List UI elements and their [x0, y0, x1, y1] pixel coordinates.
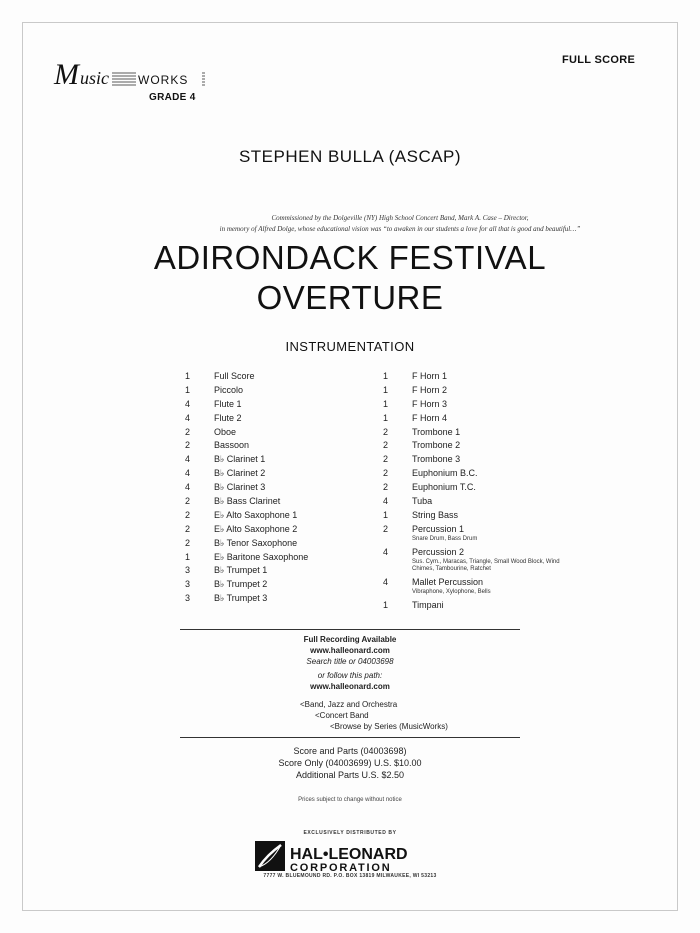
instrument-quantity: 3 — [185, 579, 191, 590]
path-step-1: <Band, Jazz and Orchestra — [300, 700, 398, 709]
instrument-subnote: Sus. Cym., Maracas, Triangle, Small Wood Block, Wind Chimes, Tambourine, Ratchet — [412, 558, 560, 572]
instrument-row — [185, 398, 308, 412]
instrument-name: Trombone 2 — [412, 440, 461, 451]
recording-heading: Full Recording Available — [303, 635, 397, 644]
instrument-name: F Horn 1 — [412, 371, 448, 381]
instrument-row — [185, 523, 308, 537]
distributor-name: HAL•LEONARD — [290, 846, 408, 863]
instrument-row — [185, 412, 308, 426]
instrument-name-block — [214, 412, 242, 426]
instrument-row — [383, 370, 582, 384]
instrument-name-block — [214, 370, 255, 384]
instrument-name: Bassoon — [214, 440, 250, 451]
instrument-quantity: 3 — [185, 593, 191, 604]
instrument-name-block — [412, 481, 476, 495]
instrument-quantity: 4 — [185, 412, 191, 423]
instrument-quantity: 4 — [383, 546, 389, 557]
instrument-name: E♭ Alto Saxophone 2 — [214, 523, 298, 534]
instrument-name-block — [412, 384, 447, 398]
instrument-name: B♭ Trumpet 1 — [214, 565, 268, 576]
instrument-name-block — [412, 426, 460, 440]
instrument-name-block — [412, 509, 458, 523]
instrument-name: String Bass — [412, 509, 459, 520]
instrument-name: B♭ Clarinet 2 — [214, 468, 266, 479]
instrument-quantity: 4 — [383, 576, 389, 587]
instrument-name: Flute 1 — [214, 398, 242, 409]
instrument-name: Tuba — [412, 496, 433, 507]
instrument-name: Full Score — [214, 371, 255, 381]
instrument-name: Oboe — [214, 426, 237, 437]
distributor-address: 7777 W. BLUEMOUND RD. P.O. BOX 13819 MILWAUKEE, WI 53213 — [263, 873, 437, 879]
instrument-name-block — [412, 467, 478, 481]
pricing-info — [0, 745, 700, 781]
instrument-name-block — [412, 576, 582, 596]
instrument-quantity: 1 — [185, 371, 191, 381]
distributor-corporation: CORPORATION — [290, 862, 392, 874]
instrument-name-block — [412, 546, 582, 573]
instrument-row — [383, 599, 582, 613]
instrument-name-block — [412, 599, 444, 613]
instrument-name-block — [214, 439, 249, 453]
path-step-2: <Concert Band — [315, 711, 369, 720]
instrument-row — [185, 551, 308, 565]
instrument-row — [383, 398, 582, 412]
instrument-row — [185, 453, 308, 467]
pricing-line-3: Additional Parts U.S. $2.50 — [295, 770, 405, 780]
instrument-row — [185, 467, 308, 481]
instrument-quantity: 2 — [185, 537, 191, 548]
instrument-name-block — [214, 551, 308, 565]
instrument-quantity: 2 — [383, 468, 389, 479]
grade-label: GRADE 4 — [149, 92, 196, 103]
instrument-quantity: 2 — [383, 482, 389, 493]
instrument-row — [383, 481, 582, 495]
instrument-name-block — [214, 467, 265, 481]
instrument-row — [185, 537, 308, 551]
instrument-row — [185, 495, 308, 509]
recording-search-text: Search title or 04003698 — [306, 657, 394, 666]
logo-caps-text: WORKS — [138, 73, 189, 87]
instrument-name: B♭ Trumpet 2 — [214, 579, 268, 590]
instrument-row — [383, 495, 582, 509]
instrument-name: Euphonium B.C. — [412, 468, 478, 479]
pricing-line-2: Score Only (04003699) U.S. $10.00 — [278, 758, 422, 768]
instrument-row — [383, 453, 582, 467]
instrument-name-block — [412, 398, 447, 412]
score-title — [0, 238, 700, 318]
instrument-name: Percussion 1 — [412, 523, 465, 534]
composer-name: STEPHEN BULLA (ASCAP) — [238, 147, 462, 166]
logo-script-text: usic — [80, 68, 109, 88]
instrument-name: Trombone 1 — [412, 426, 461, 437]
instrument-name-block — [214, 495, 280, 509]
instrument-quantity: 1 — [383, 509, 389, 520]
instrument-name-block — [214, 578, 267, 592]
path-step-3: <Browse by Series (MusicWorks) — [330, 722, 448, 731]
instrument-row — [383, 384, 582, 398]
instrument-name: E♭ Alto Saxophone 1 — [214, 509, 298, 520]
recording-info — [0, 634, 700, 692]
instrument-row — [185, 509, 308, 523]
instrument-name-block — [214, 592, 267, 606]
title-line-2: OVERTURE — [256, 279, 444, 316]
commission-line-2: in memory of Alfred Dolge, whose educational vision was “to awaken in our students a love for all that is good and beautiful…” — [219, 225, 581, 233]
instrument-name: F Horn 2 — [412, 384, 448, 395]
instrument-quantity: 4 — [383, 496, 389, 507]
instrument-quantity: 2 — [383, 523, 389, 534]
instrument-name-block — [214, 453, 265, 467]
instrument-row — [185, 384, 308, 398]
instrument-row — [383, 467, 582, 481]
instrument-row — [185, 439, 308, 453]
instrument-row — [185, 578, 308, 592]
instrumentation-right-column — [383, 370, 582, 613]
instrument-name-block — [214, 564, 267, 578]
instrument-quantity: 4 — [185, 482, 191, 493]
instrument-quantity: 2 — [383, 454, 389, 465]
instrument-name-block — [412, 453, 460, 467]
instrumentation-heading: INSTRUMENTATION — [285, 339, 415, 354]
instrumentation-left-column — [185, 370, 308, 606]
instrument-quantity: 2 — [383, 426, 389, 437]
instrument-row — [185, 564, 308, 578]
distributor-label: EXCLUSIVELY DISTRIBUTED BY — [303, 830, 397, 836]
instrument-quantity: 1 — [383, 412, 389, 423]
instrument-quantity: 2 — [185, 426, 191, 437]
instrument-name: B♭ Clarinet 1 — [214, 454, 266, 465]
instrument-name-block — [412, 439, 460, 453]
instrument-name-block — [214, 384, 243, 398]
top-divider — [180, 629, 520, 630]
instrument-quantity: 4 — [185, 398, 191, 409]
instrument-row — [383, 546, 582, 573]
instrument-name: Flute 2 — [214, 412, 242, 423]
instrument-quantity: 1 — [383, 398, 389, 409]
instrument-subnote: Vibraphone, Xylophone, Bells — [412, 588, 491, 595]
instrument-name: E♭ Baritone Saxophone — [214, 551, 309, 562]
instrument-name-block — [214, 481, 265, 495]
instrument-row — [185, 426, 308, 440]
price-notice: Prices subject to change without notice — [298, 797, 402, 803]
instrument-name-block — [214, 426, 236, 440]
instrument-row — [383, 426, 582, 440]
instrument-name: Timpani — [412, 599, 444, 610]
instrument-row — [185, 481, 308, 495]
instrument-name-block — [214, 509, 297, 523]
instrument-row — [383, 439, 582, 453]
hal-leonard-logo — [253, 837, 453, 877]
recording-site-link-2[interactable]: www.halleonard.com — [310, 682, 390, 691]
instrument-name-block — [214, 537, 297, 551]
instrument-name-block — [412, 370, 447, 384]
instrument-quantity: 1 — [383, 371, 389, 381]
instrument-name-block — [214, 523, 297, 537]
instrument-quantity: 2 — [185, 440, 191, 451]
instrument-quantity: 1 — [383, 384, 389, 395]
instrument-quantity: 4 — [185, 454, 191, 465]
instrument-name-block — [412, 412, 447, 426]
title-line-1: ADIRONDACK FESTIVAL — [153, 239, 547, 276]
bottom-divider — [180, 737, 520, 738]
instrument-name: B♭ Bass Clarinet — [214, 496, 281, 507]
instrument-quantity: 3 — [185, 565, 191, 576]
commission-note — [200, 213, 600, 235]
instrument-name: F Horn 4 — [412, 412, 448, 423]
recording-follow-text: or follow this path: — [317, 671, 383, 680]
instrument-quantity: 2 — [185, 496, 191, 507]
instrument-name: Euphonium T.C. — [412, 482, 476, 493]
instrument-row — [383, 523, 582, 543]
instrument-quantity: 1 — [383, 599, 389, 610]
instrument-row — [185, 370, 308, 384]
full-score-label: FULL SCORE — [562, 54, 636, 66]
instrument-quantity: 2 — [383, 440, 389, 451]
instrument-name: B♭ Tenor Saxophone — [214, 537, 298, 548]
instrument-quantity: 4 — [185, 468, 191, 479]
instrument-row — [383, 412, 582, 426]
instrument-quantity: 2 — [185, 523, 191, 534]
instrument-name: Piccolo — [214, 384, 244, 395]
instrument-quantity: 2 — [185, 509, 191, 520]
instrument-name: B♭ Clarinet 3 — [214, 482, 266, 493]
instrument-subnote: Snare Drum, Bass Drum — [412, 535, 478, 542]
instrument-name: Trombone 3 — [412, 454, 461, 465]
instrument-name: B♭ Trumpet 3 — [214, 593, 268, 604]
instrument-row — [383, 509, 582, 523]
instrument-name: Percussion 2 — [412, 546, 465, 557]
instrument-row — [383, 576, 582, 596]
instrument-row — [185, 592, 308, 606]
instrument-name-block — [412, 495, 432, 509]
instrument-name-block — [214, 398, 242, 412]
pricing-line-1: Score and Parts (04003698) — [293, 746, 407, 756]
instrument-name-block — [412, 523, 582, 543]
svg-text:M: M — [54, 58, 79, 91]
instrument-name: Mallet Percussion — [412, 576, 484, 587]
instrument-name: F Horn 3 — [412, 398, 448, 409]
instrument-quantity: 1 — [185, 551, 191, 562]
commission-line-1: Commissioned by the Dolgeville (NY) High School Concert Band, Mark A. Case – Director, — [271, 214, 529, 222]
recording-site-link[interactable]: www.halleonard.com — [310, 646, 390, 655]
instrument-quantity: 1 — [185, 384, 191, 395]
